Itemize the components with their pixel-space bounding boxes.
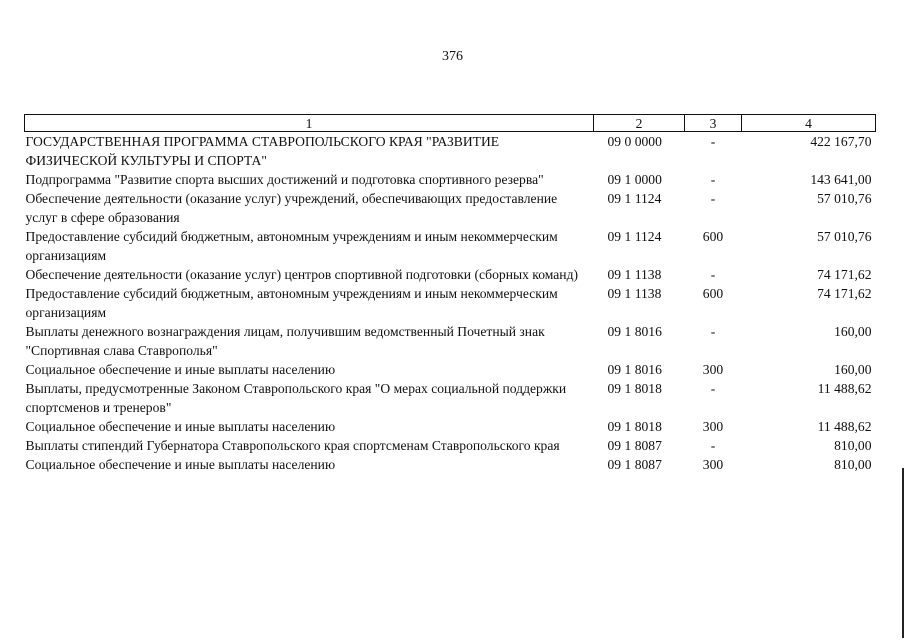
row-code: 09 1 1124 (607, 191, 662, 206)
table-row (25, 170, 876, 189)
table-row (25, 227, 876, 265)
row-type: 300 (702, 457, 724, 472)
table-header (25, 115, 876, 132)
table-row (25, 436, 876, 455)
row-name: Социальное обеспечение и иные выплаты населению (25, 457, 336, 472)
row-amount: 143 641,00 (810, 172, 872, 187)
row-type: 300 (702, 362, 724, 377)
row-amount: 160,00 (834, 324, 872, 339)
row-name: Предоставление субсидий бюджетным, автономным учреждениям и иным некоммерческим организациям (25, 286, 558, 320)
row-code: 09 1 1124 (607, 229, 662, 244)
column-header-3: 3 (685, 115, 742, 132)
row-amount: 11 488,62 (817, 381, 872, 396)
row-code: 09 1 1138 (607, 286, 662, 301)
column-header-1: 1 (25, 115, 594, 132)
row-name: ГОСУДАРСТВЕННАЯ ПРОГРАММА СТАВРОПОЛЬСКОГО КРАЯ "РАЗВИТИЕ ФИЗИЧЕСКОЙ КУЛЬТУРЫ И СПОРТА" (25, 134, 500, 168)
budget-table-container (24, 114, 875, 474)
table-row (25, 132, 876, 171)
row-type: - (710, 381, 716, 396)
row-type: 600 (702, 229, 724, 244)
row-code: 09 1 8016 (607, 324, 662, 339)
row-code: 09 1 8087 (607, 457, 662, 472)
budget-table (24, 114, 876, 474)
row-amount: 57 010,76 (817, 229, 872, 244)
row-type: - (710, 324, 716, 339)
row-name: Социальное обеспечение и иные выплаты населению (25, 419, 336, 434)
row-name: Выплаты, предусмотренные Законом Ставропольского края "О мерах социальной поддержки спортсменов и тренеров" (25, 381, 567, 415)
page-number: 376 (442, 49, 463, 64)
row-amount: 810,00 (834, 438, 872, 453)
row-amount: 74 171,62 (817, 267, 872, 282)
row-amount: 74 171,62 (817, 286, 872, 301)
row-name: Предоставление субсидий бюджетным, автономным учреждениям и иным некоммерческим организациям (25, 229, 558, 263)
row-amount: 810,00 (834, 457, 872, 472)
row-name: Обеспечение деятельности (оказание услуг) учреждений, обеспечивающих предоставление услуг в сфере образования (25, 191, 558, 225)
table-row (25, 322, 876, 360)
row-type: - (710, 191, 716, 206)
row-code: 09 1 8016 (607, 362, 662, 377)
row-type: - (710, 267, 716, 282)
table-header-row (25, 115, 876, 132)
row-type: - (710, 438, 716, 453)
row-code: 09 0 0000 (607, 134, 662, 149)
column-header-4: 4 (742, 115, 876, 132)
table-row (25, 417, 876, 436)
row-code: 09 1 8018 (607, 381, 662, 396)
table-row (25, 284, 876, 322)
column-header-2: 2 (594, 115, 685, 132)
table-row (25, 265, 876, 284)
table-row (25, 455, 876, 474)
row-name: Социальное обеспечение и иные выплаты населению (25, 362, 336, 377)
row-type: 300 (702, 419, 724, 434)
row-amount: 57 010,76 (817, 191, 872, 206)
row-name: Выплаты денежного вознаграждения лицам, получившим ведомственный Почетный знак "Спортивная слава Ставрополья" (25, 324, 545, 358)
row-code: 09 1 1138 (607, 267, 662, 282)
row-amount: 422 167,70 (810, 134, 872, 149)
table-row (25, 379, 876, 417)
row-amount: 160,00 (834, 362, 872, 377)
table-row (25, 189, 876, 227)
row-code: 09 1 8087 (607, 438, 662, 453)
row-code: 09 1 0000 (607, 172, 662, 187)
table-row (25, 360, 876, 379)
table-body (25, 132, 876, 475)
row-name: Обеспечение деятельности (оказание услуг) центров спортивной подготовки (сборных команд) (25, 267, 579, 282)
row-type: - (710, 134, 716, 149)
scan-edge-line (902, 468, 904, 638)
row-name: Выплаты стипендий Губернатора Ставропольского края спортсменам Ставропольского края (25, 438, 560, 453)
row-name: Подпрограмма "Развитие спорта высших достижений и подготовка спортивного резерва" (25, 172, 544, 187)
row-type: 600 (702, 286, 724, 301)
row-type: - (710, 172, 716, 187)
row-code: 09 1 8018 (607, 419, 662, 434)
row-amount: 11 488,62 (817, 419, 872, 434)
